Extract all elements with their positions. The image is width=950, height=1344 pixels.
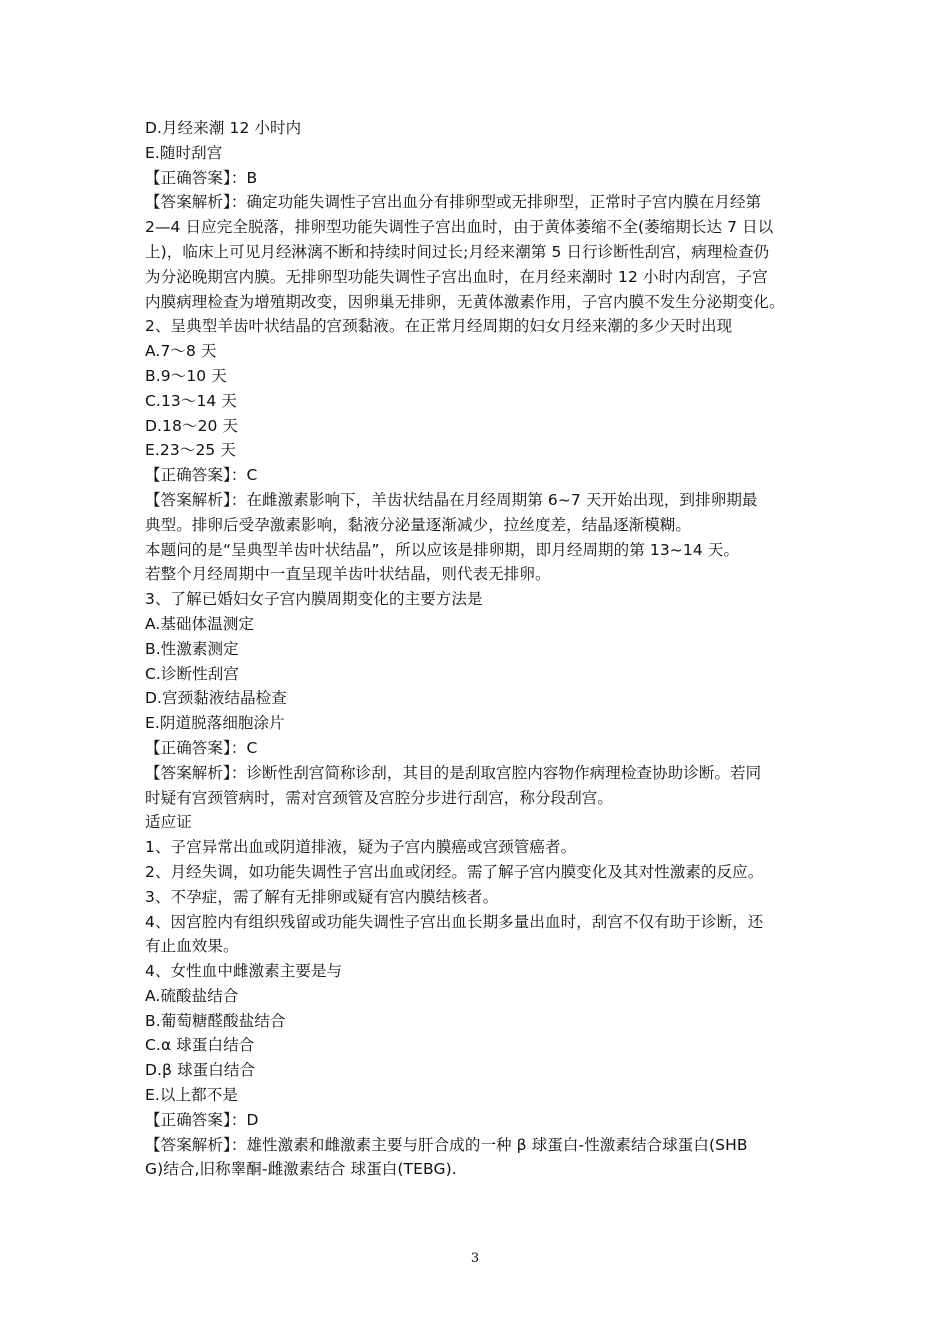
text-line: 【正确答案】：D bbox=[145, 1110, 259, 1129]
text-line: 【正确答案】：C bbox=[145, 466, 258, 485]
text-line: 内膜病理检查为增殖期改变，因卵巢无排卵，无黄体激素作用，子宫内膜不发生分泌期变化。 bbox=[145, 292, 785, 311]
text-line: 2、呈典型羊齿叶状结晶的宫颈黏液。在正常月经周期的妇女月经来潮的多少天时出现 bbox=[145, 317, 733, 336]
text-line: C.13～14 天 bbox=[145, 391, 238, 410]
text-line: C.诊断性刮宫 bbox=[145, 664, 239, 683]
text-line: 典型。排卵后受孕激素影响，黏液分泌量逐渐减少，拉丝度差，结晶逐渐模糊。 bbox=[145, 515, 692, 534]
text-line: 为分泌晚期宫内膜。无排卵型功能失调性子宫出血时，在月经来潮时 12 小时内刮宫，子宫 bbox=[145, 267, 768, 286]
text-line: 2、月经失调，如功能失调性子宫出血或闭经。需了解子宫内膜变化及其对性激素的反应。 bbox=[145, 862, 764, 881]
text-line: 有止血效果。 bbox=[145, 937, 239, 956]
text-line: 适应证 bbox=[145, 813, 192, 832]
text-line: 【正确答案】：B bbox=[145, 168, 258, 187]
text-line: D.月经来潮 12 小时内 bbox=[145, 119, 302, 137]
text-line: E.随时刮宫 bbox=[145, 143, 223, 162]
text-line: G)结合,旧称睾酮-雌激素结合 球蛋白(TEBG). bbox=[145, 1160, 457, 1179]
text-line: E.以上都不是 bbox=[145, 1086, 238, 1105]
text-line: 3、了解已婚妇女子宫内膜周期变化的主要方法是 bbox=[145, 590, 483, 609]
text-line: 4、因宫腔内有组织残留或功能失调性子宫出血长期多量出血时，刮宫不仅有助于诊断，还 bbox=[145, 912, 764, 931]
text-line: B.性激素测定 bbox=[145, 639, 239, 658]
text-line: 4、女性血中雌激素主要是与 bbox=[145, 962, 343, 981]
text-line: D.宫颈黏液结晶检查 bbox=[145, 689, 287, 708]
text-line: A.7～8 天 bbox=[145, 342, 217, 361]
text-line: 【答案解析】：确定功能失调性子宫出血分有排卵型或无排卵型，正常时子宫内膜在月经第 bbox=[145, 193, 762, 212]
text-line: D.18～20 天 bbox=[145, 416, 239, 435]
text-line: 【答案解析】：诊断性刮宫简称诊刮，其目的是刮取宫腔内容物作病理检查协助诊断。若同 bbox=[145, 763, 762, 782]
text-line: 【答案解析】：在雌激素影响下，羊齿状结晶在月经周期第 6~7 天开始出现，到排卵期最 bbox=[145, 490, 758, 509]
text-line: A.硫酸盐结合 bbox=[145, 986, 239, 1005]
text-line: 3、不孕症，需了解有无排卵或疑有宫内膜结核者。 bbox=[145, 887, 499, 906]
text-line: A.基础体温测定 bbox=[145, 614, 255, 633]
text-line: 【答案解析】：雄性激素和雌激素主要与肝合成的一种 β 球蛋白-性激素结合球蛋白(SHB bbox=[145, 1135, 748, 1154]
text-line: B.葡萄糖醛酸盐结合 bbox=[145, 1011, 286, 1030]
text-line: 1、子宫异常出血或阴道排液，疑为子宫内膜癌或宫颈管癌者。 bbox=[145, 838, 577, 857]
document-body bbox=[145, 116, 810, 1182]
text-line: E.23～25 天 bbox=[145, 441, 236, 460]
text-line: 本题问的是“呈典型羊齿叶状结晶”，所以应该是排卵期，即月经周期的第 13~14 天。 bbox=[145, 540, 740, 559]
page-number: 3 bbox=[470, 1251, 480, 1266]
text-line: C.α 球蛋白结合 bbox=[145, 1036, 255, 1055]
text-line: 时疑有宫颈管病时，需对宫颈管及宫腔分步进行刮宫，称分段刮宫。 bbox=[145, 788, 614, 807]
text-line: 【正确答案】：C bbox=[145, 738, 258, 757]
text-line: B.9～10 天 bbox=[145, 366, 227, 385]
text-line: 2—4 日应完全脱落，排卵型功能失调性子宫出血时，由于黄体萎缩不全(萎缩期长达 7 日以 bbox=[145, 218, 774, 237]
text-line: E.阴道脱落细胞涂片 bbox=[145, 714, 285, 733]
text-line: 上)，临床上可见月经淋漓不断和持续时间过长;月经来潮第 5 日行诊断性刮宫，病理检查仍 bbox=[145, 242, 770, 261]
text-line: D.β 球蛋白结合 bbox=[145, 1061, 256, 1080]
text-line: 若整个月经周期中一直呈现羊齿叶状结晶，则代表无排卵。 bbox=[145, 565, 551, 584]
